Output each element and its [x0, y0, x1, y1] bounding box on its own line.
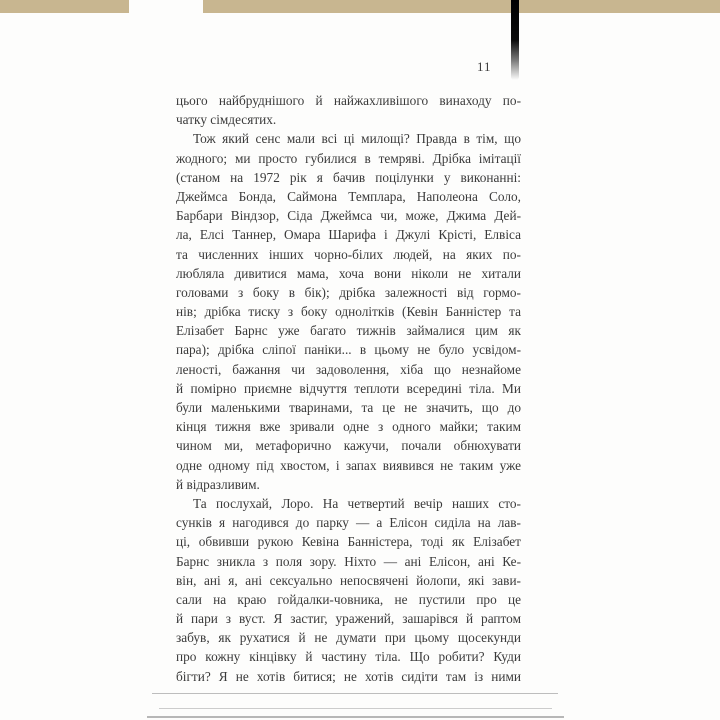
text-line: одне одному під хвостом, і запах виявився не таким уже: [176, 457, 521, 473]
page-number: 11: [477, 59, 492, 74]
text-line: Барнс зникла з поля зору. Ніхто — ані Елісон, ані Ке-: [176, 553, 521, 569]
paragraph: [176, 129, 521, 494]
text-block: [176, 91, 521, 686]
text-line: нів; дрібка тиску з боку однолітків (Кевін Банністер та: [176, 304, 521, 320]
text-line: сунків я нагодився до парку — а Елісон сиділа на лав-: [176, 515, 521, 531]
paragraph: [176, 91, 521, 129]
text-line: (станом на 1972 рік я бачив поцілунки у виконанні:: [176, 169, 521, 185]
text-line: Тож який сенс мали всі ці милощі? Правда в тім, що: [193, 131, 521, 147]
text-line: бігти? Я не хотів битися; не хотів сидіти там із ними: [176, 668, 521, 684]
text-line: він, ані я, ані сексуально непосвячені йолопи, які зави-: [176, 572, 521, 588]
paragraph: [176, 494, 521, 686]
text-line: й помірно приємне відчуття теплоти всередині тіла. Ми: [176, 380, 521, 396]
text-line: чином ми, метафорично кажучи, почали обнюхувати: [176, 438, 521, 454]
page-edge-line: [159, 708, 552, 709]
text-line: ла, Елсі Таннер, Омара Шарифа і Джулі Крісті, Елвіса: [176, 227, 521, 243]
text-line: Барбари Віндзор, Сіда Джеймса чи, може, Джима Дей-: [176, 208, 521, 224]
cover-edge-top-right: [203, 0, 720, 13]
text-line: Елізабет Барнс уже багато тижнів займалися цим як: [176, 323, 521, 339]
text-line: цього найбруднішого й найжахливішого винаходу по-: [176, 93, 521, 108]
text-line: чатку сімдесятих.: [176, 112, 277, 128]
text-line: любляла дивитися мама, хоча вони ніколи не хитали: [176, 265, 521, 281]
text-line: Та послухай, Лоро. На четвертий вечір наших сто-: [193, 495, 521, 511]
text-line: леності, бажання чи задоволення, хіба що незнайоме: [176, 361, 521, 377]
text-line: пара); дрібка сліпої паніки... в цьому не було усвідом-: [176, 342, 521, 358]
text-line: про кожну кінцівку й частину тіла. Що робити? Куди: [176, 649, 521, 665]
text-line: кінця тижня вже зривали одне з одного майки; таким: [176, 419, 521, 435]
text-line: жодного; ми просто губилися в темряві. Дрібка імітації: [176, 150, 521, 166]
bookmark-ribbon: [511, 0, 519, 80]
text-line: ці, обвивши рукою Кевіна Банністера, тоді як Елізабет: [176, 534, 521, 550]
text-line: Джеймса Бонда, Саймона Темплара, Наполеона Соло,: [176, 188, 521, 204]
text-line: забув, як рухатися й не думати при цьому щосекунди: [176, 630, 521, 646]
text-line: головами з боку в бік); дрібка залежності від гормо-: [176, 284, 521, 300]
text-line: й відразливим.: [176, 476, 260, 492]
text-line: сали на краю гойдалки-човника, не пустили про це: [176, 591, 521, 607]
cover-edge-top-left: [0, 0, 129, 13]
page-edge-line: [152, 693, 558, 694]
text-line: та численних інших чорно-білих людей, на яких по-: [176, 246, 521, 262]
text-line: й пари з вуст. Я застиг, уражений, зашарівся й раптом: [176, 611, 521, 627]
text-line: були маленькими тваринами, та це не значить, що до: [176, 400, 521, 415]
page-edge-line: [147, 716, 564, 718]
